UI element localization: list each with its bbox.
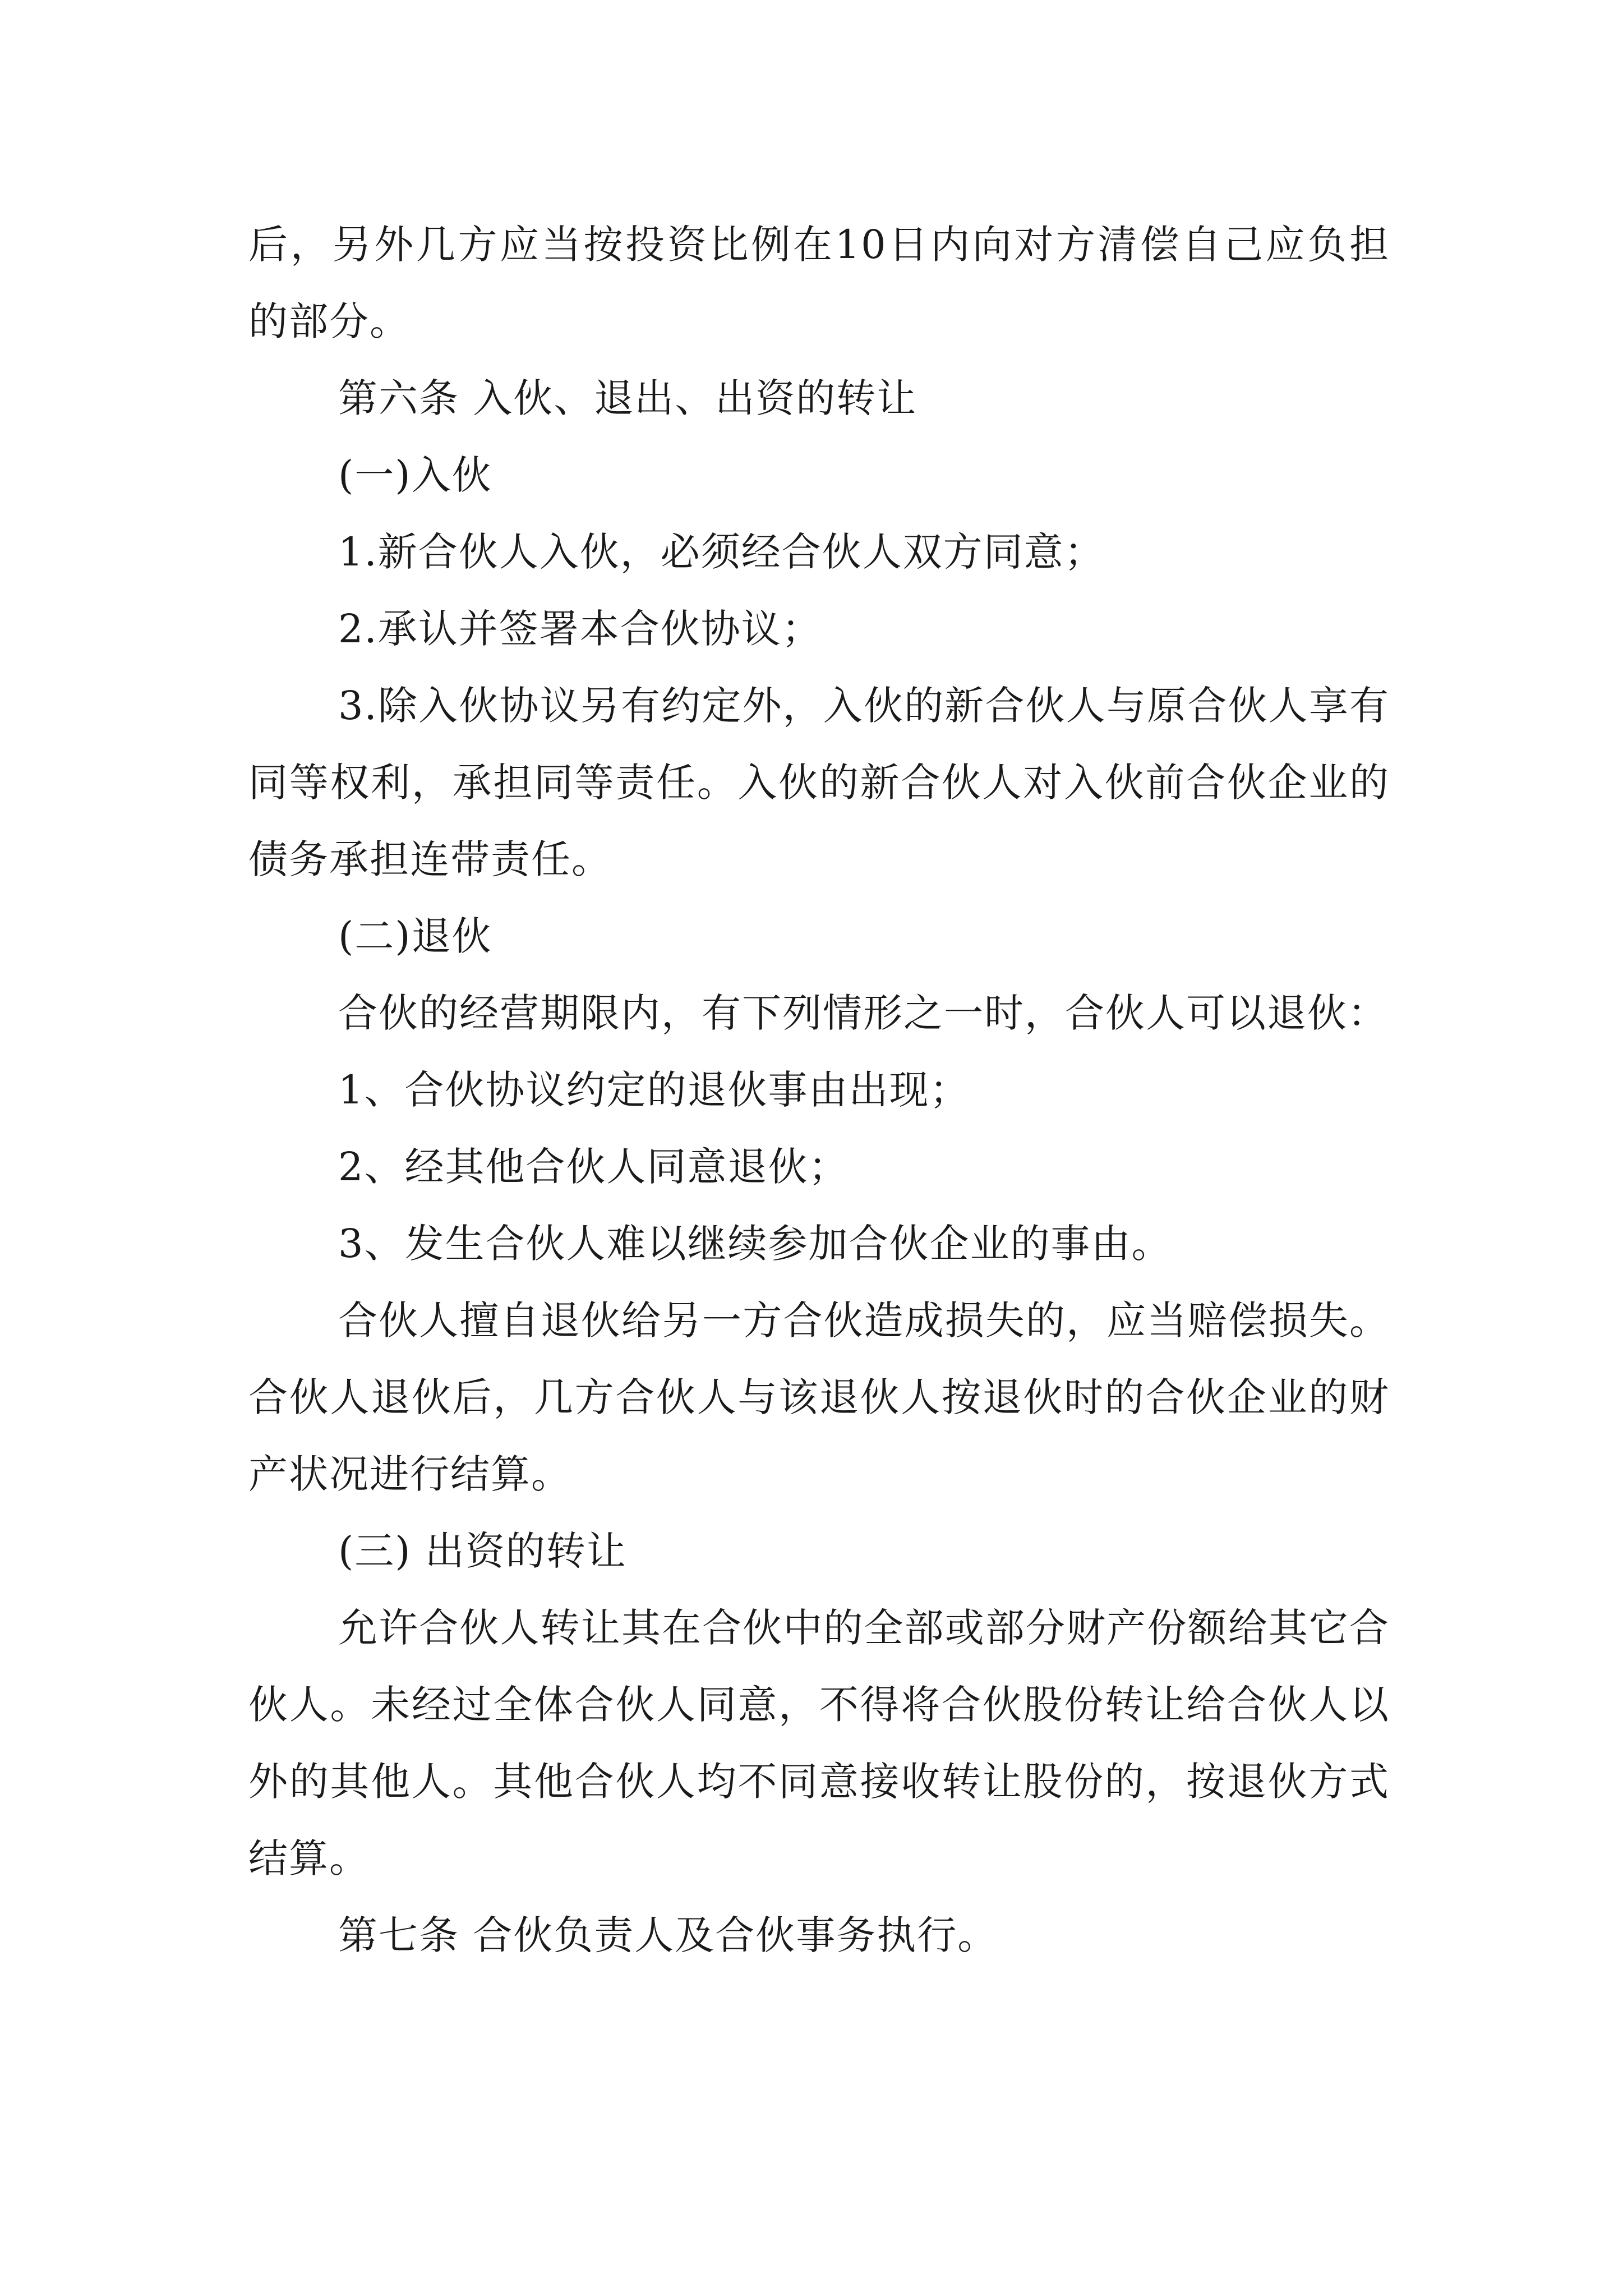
section-transfer-heading: (三) 出资的转让 bbox=[338, 1528, 627, 1574]
section-withdrawal-heading: (二)退伙 bbox=[338, 913, 492, 959]
joining-item-3: 3.除入伙协议另有约定外，入伙的新合伙人与原合伙人享有同等权利，承担同等责任。入伙的新合伙人对入伙前合伙企业的债务承担连带责任。 bbox=[248, 683, 1390, 882]
withdrawal-item-1: 1、合伙协议约定的退伙事由出现； bbox=[338, 1067, 970, 1113]
withdrawal-item-3: 3、发生合伙人难以继续参加合伙企业的事由。 bbox=[338, 1221, 1172, 1267]
article-7-heading: 第七条 合伙负责人及合伙事务执行。 bbox=[338, 1912, 998, 1958]
withdrawal-compensation: 合伙人擅自退伙给另一方合伙造成损失的，应当赔偿损失。合伙人退伙后，几方合伙人与该退伙人按退伙时的合伙企业的财产状况进行结算。 bbox=[248, 1297, 1390, 1497]
document-body bbox=[248, 206, 1390, 1974]
section-joining-heading: (一)入伙 bbox=[338, 452, 492, 498]
transfer-paragraph: 允许合伙人转让其在合伙中的全部或部分财产份额给其它合伙人。未经过全体合伙人同意，不得将合伙股份转让给合伙人以外的其他人。其他合伙人均不同意接收转让股份的，按退伙方式结算。 bbox=[248, 1605, 1390, 1881]
withdrawal-intro: 合伙的经营期限内，有下列情形之一时，合伙人可以退伙： bbox=[338, 990, 1388, 1036]
joining-item-1: 1.新合伙人入伙，必须经合伙人双方同意； bbox=[338, 529, 1105, 575]
article-6-heading: 第六条 入伙、退出、出资的转让 bbox=[338, 375, 917, 421]
withdrawal-item-2: 2、经其他合伙人同意退伙； bbox=[338, 1144, 849, 1190]
paragraph-continuation: 后，另外几方应当按投资比例在10日内向对方清偿自己应负担的部分。 bbox=[248, 222, 1390, 344]
joining-item-2: 2.承认并签署本合伙协议； bbox=[338, 606, 822, 652]
